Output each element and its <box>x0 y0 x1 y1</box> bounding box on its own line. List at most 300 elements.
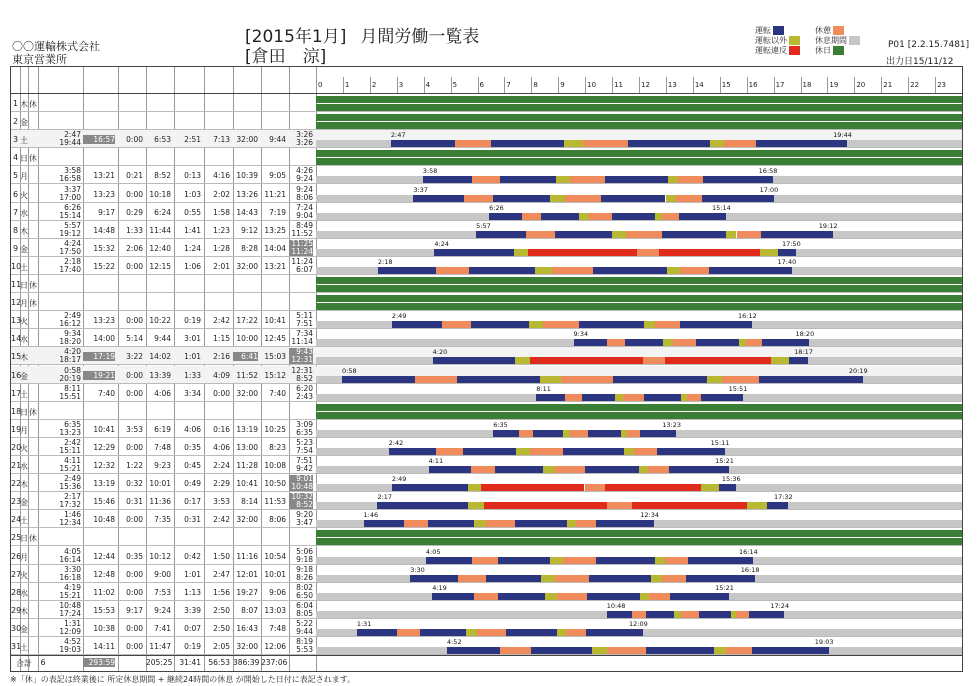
day-row <box>11 329 962 347</box>
timeline-bar <box>515 357 530 364</box>
binding-time: 9:17 <box>98 207 115 217</box>
overlap-time: 9:17 <box>126 605 143 615</box>
end-label: 19:03 <box>814 638 834 646</box>
day-number: 30 <box>11 623 22 633</box>
timeline-bar <box>442 321 471 328</box>
day-number: 22 <box>11 479 22 489</box>
labor-time: 9:44 <box>269 135 286 145</box>
break-time: 7:13 <box>213 135 230 145</box>
day-row <box>11 112 962 130</box>
day-row <box>11 185 962 203</box>
total-driving: 205:25 <box>146 658 173 668</box>
day-number: 9 <box>12 243 19 253</box>
timeline-bar <box>729 466 962 473</box>
timeline-bar <box>533 430 562 437</box>
timeline-bar <box>710 140 724 147</box>
day-row <box>11 402 962 420</box>
two-day-average: 5:11 7:51 <box>296 311 313 329</box>
timeline-bar <box>535 267 552 274</box>
timeline-bar <box>316 394 536 401</box>
start-label: 4:05 <box>425 547 441 556</box>
day-row <box>11 347 962 365</box>
overlap-time: 1:33 <box>126 225 143 235</box>
break-time: 1:56 <box>213 587 230 597</box>
timeline-bar <box>670 593 729 600</box>
day-row <box>11 203 962 221</box>
other-time: 1:01 <box>184 569 201 579</box>
timeline-bar <box>364 520 405 527</box>
weekday: 火 <box>20 317 28 327</box>
labor-time: 10:50 <box>264 479 286 489</box>
driving-time: 7:41 <box>154 623 171 633</box>
rest-time: 6:41 <box>233 352 258 361</box>
timeline-bar <box>628 140 710 147</box>
timeline-bar <box>663 339 672 346</box>
weekday: 木 <box>20 606 28 616</box>
start-end-time: 2:42 15:11 <box>59 437 81 455</box>
other-time: 1:24 <box>184 243 201 253</box>
timeline-bar <box>498 557 550 564</box>
break-time: 2:50 <box>213 623 230 633</box>
binding-time: 11:02 <box>93 587 115 597</box>
timeline-bar <box>752 647 828 654</box>
day-row <box>11 456 962 474</box>
end-label: 17:00 <box>759 185 779 194</box>
timeline-bar <box>662 575 686 582</box>
report-name: 月間労働一覧表 <box>360 27 480 47</box>
other-time: 3:39 <box>184 605 201 615</box>
timeline-bar <box>316 448 389 455</box>
binding-time: 14:48 <box>93 225 115 235</box>
timeline-bar <box>316 96 962 103</box>
driving-time: 6:19 <box>154 424 171 434</box>
driving-time: 9:44 <box>154 334 171 344</box>
end-label: 19:12 <box>818 221 838 230</box>
two-day-average: 7:51 9:42 <box>296 456 313 473</box>
company-block <box>12 40 100 66</box>
offday-mark: 休 <box>29 299 37 309</box>
timeline-bar <box>515 520 567 527</box>
timeline-bar <box>596 557 655 564</box>
timeline-bar <box>410 575 458 582</box>
timeline-bar <box>530 448 564 455</box>
two-day-average: 11:24 6:07 <box>291 256 313 274</box>
timeline-bar <box>463 448 517 455</box>
driving-time: 8:52 <box>154 171 171 181</box>
hour-label: 11 <box>614 81 623 89</box>
timeline-bar <box>566 629 586 636</box>
overlap-time: 0:32 <box>126 479 143 489</box>
day-row <box>11 166 962 184</box>
two-day-average: 9:18 8:26 <box>296 564 313 582</box>
legend-label: 運転違反 <box>755 46 787 55</box>
break-time: 0:00 <box>213 388 230 398</box>
hour-label: 22 <box>910 81 920 89</box>
timeline-bar <box>543 466 555 473</box>
legend-swatch <box>849 36 860 45</box>
start-label: 2:18 <box>377 257 393 266</box>
hour-divider <box>558 77 559 93</box>
totals-label: 合計 <box>16 659 32 669</box>
two-day-average: 9:24 8:06 <box>296 184 313 202</box>
break-time: 1:58 <box>213 207 230 217</box>
start-label: 2:49 <box>391 312 407 321</box>
break-time: 2:42 <box>213 316 230 326</box>
binding-time: 15:46 <box>93 497 115 507</box>
day-row <box>11 257 962 275</box>
end-label: 17:40 <box>777 257 797 266</box>
rest-time: 13:00 <box>236 442 258 452</box>
end-label: 16:12 <box>738 312 757 321</box>
timeline-bar <box>607 611 632 618</box>
timeline-bar <box>743 394 962 401</box>
office-name: 東京営業所 <box>12 53 67 66</box>
day-row <box>11 148 962 166</box>
timeline-bar <box>678 176 702 183</box>
timeline-bar <box>489 213 522 220</box>
driving-time: 7:48 <box>154 442 171 452</box>
offday-mark: 休 <box>29 154 37 164</box>
legend-label: 運転 <box>755 26 771 35</box>
day-number: 17 <box>11 388 22 398</box>
timeline-bar <box>541 575 555 582</box>
binding-time: 10:48 <box>93 515 115 525</box>
driving-time: 11:36 <box>149 497 171 507</box>
timeline-bar <box>755 575 962 582</box>
driving-time: 11:47 <box>149 642 171 651</box>
timeline-bar <box>707 376 723 383</box>
start-label: 0:58 <box>342 366 357 375</box>
day-row <box>11 601 962 619</box>
timeline-bar <box>702 195 774 202</box>
timeline-bar <box>726 231 737 238</box>
timeline-bar <box>668 176 678 183</box>
timeline-bar <box>541 213 579 220</box>
two-day-average: 7:34 11:14 <box>291 329 313 347</box>
timeline-bar <box>529 321 543 328</box>
legend-label: 休息期間 <box>815 36 847 45</box>
timeline-bar <box>673 339 697 346</box>
labor-time: 13:03 <box>264 605 286 615</box>
timeline-bar <box>637 249 659 256</box>
timeline-bar <box>681 611 699 618</box>
other-time: 4:06 <box>184 424 201 434</box>
timeline-bar <box>433 357 516 364</box>
rest-time: 10:41 <box>236 479 258 489</box>
labor-time: 7:40 <box>269 388 286 398</box>
day-number: 12 <box>11 298 22 308</box>
timeline-bar <box>316 538 962 545</box>
timeline-bar <box>726 213 962 220</box>
timeline-bar <box>579 213 588 220</box>
start-end-time: 4:05 16:14 <box>59 546 81 564</box>
other-time: 1:01 <box>184 352 201 362</box>
break-time: 2:24 <box>213 461 230 470</box>
timeline-bar <box>646 647 715 654</box>
start-end-time: 2:49 16:12 <box>59 311 81 329</box>
labor-time: 14:04 <box>264 243 286 253</box>
hour-label: 8 <box>533 81 538 89</box>
weekday: 月 <box>20 172 28 182</box>
timeline-bar <box>605 176 668 183</box>
break-time: 2:50 <box>213 605 230 615</box>
legend-item <box>755 36 800 46</box>
timeline-bar <box>724 140 756 147</box>
start-end-time: 3:30 16:18 <box>59 564 81 582</box>
total-break: 56:53 <box>208 658 230 668</box>
hour-label: 6 <box>479 81 484 89</box>
timeline-bar <box>774 195 962 202</box>
rest-time: 16:43 <box>236 623 258 633</box>
start-label: 5:57 <box>476 221 491 230</box>
timeline-bar <box>316 213 489 220</box>
timeline-bar <box>316 339 574 346</box>
end-label: 16:58 <box>758 167 778 176</box>
total-other: 31:41 <box>179 658 201 668</box>
day-number: 5 <box>12 171 19 181</box>
timeline-bar <box>432 593 474 600</box>
end-label: 15:21 <box>715 457 734 465</box>
timeline-bar <box>540 376 561 383</box>
weekday: 金 <box>20 118 28 128</box>
rest-time: 8:07 <box>241 605 258 615</box>
driving-time: 10:01 <box>149 479 171 489</box>
two-day-average: 10:32 8:52 <box>289 493 313 509</box>
timeline-bar <box>709 267 792 274</box>
labor-time: 10:54 <box>264 551 286 561</box>
day-number: 14 <box>11 334 22 344</box>
other-time: 0:19 <box>184 316 201 326</box>
driving-time: 9:23 <box>154 461 171 470</box>
labor-time: 15:03 <box>264 352 286 362</box>
day-number: 31 <box>11 642 22 651</box>
day-row <box>11 311 962 329</box>
timeline-bar <box>701 484 718 491</box>
end-label: 15:21 <box>715 583 734 592</box>
end-label: 19:44 <box>833 131 852 140</box>
day-number: 7 <box>12 207 19 217</box>
timeline-bar <box>596 520 654 527</box>
timeline-bar <box>457 376 540 383</box>
timeline-bar <box>555 575 589 582</box>
hour-label: 3 <box>398 81 404 89</box>
day-row <box>11 492 962 510</box>
binding-time: 15:32 <box>93 243 115 253</box>
overlap-time: 0:00 <box>126 442 143 452</box>
day-number: 4 <box>12 153 19 163</box>
hour-divider <box>774 77 775 93</box>
start-label: 2:42 <box>388 438 404 447</box>
break-time: 2:42 <box>213 515 230 525</box>
timeline-bar <box>662 213 679 220</box>
legend-label: 休日 <box>815 46 831 55</box>
hour-divider <box>935 77 936 93</box>
weekday: 土 <box>20 389 28 399</box>
timeline-bar <box>761 231 832 238</box>
two-day-average: 5:23 7:54 <box>296 437 313 455</box>
binding-time: 15:53 <box>93 605 115 615</box>
timeline-bar <box>736 484 962 491</box>
timeline-bar <box>471 321 529 328</box>
total-binding: 293:59 <box>83 658 115 667</box>
timeline-bar <box>623 394 644 401</box>
break-time: 0:16 <box>213 424 230 434</box>
overlap-time: 0:00 <box>126 261 143 271</box>
timeline-bar <box>486 575 541 582</box>
day-row <box>11 221 962 239</box>
rest-time: 32:00 <box>236 261 258 271</box>
timeline-bar <box>570 176 605 183</box>
day-row <box>11 275 962 293</box>
end-label: 17:32 <box>773 493 793 502</box>
timeline-bar <box>458 575 486 582</box>
timeline-bar <box>752 321 962 328</box>
timeline-bar <box>455 140 491 147</box>
end-label: 16:14 <box>738 547 758 556</box>
overlap-time: 0:00 <box>126 135 143 145</box>
timeline-bar <box>543 321 579 328</box>
timeline-bar <box>391 140 455 147</box>
legend-item <box>815 26 844 36</box>
other-time: 2:51 <box>184 135 201 145</box>
binding-time: 15:22 <box>93 261 115 271</box>
timeline-bar <box>316 150 962 157</box>
timeline-bar <box>466 629 477 636</box>
rest-time: 11:52 <box>236 370 258 380</box>
weekday: 水 <box>20 462 28 471</box>
labor-time: 11:53 <box>264 497 286 507</box>
timeline-bar <box>686 575 755 582</box>
end-label: 15:14 <box>712 203 731 212</box>
binding-time: 16:57 <box>83 135 115 144</box>
timeline-bar <box>495 466 543 473</box>
overlap-time: 0:00 <box>126 642 143 651</box>
start-end-time: 2:49 15:36 <box>59 474 81 492</box>
timeline-bar <box>746 339 763 346</box>
binding-time: 7:40 <box>98 388 115 398</box>
weekday: 金 <box>20 371 28 381</box>
offday-mark: 休 <box>29 100 37 109</box>
hour-divider <box>666 77 667 93</box>
timeline-bar <box>725 448 962 455</box>
other-time: 0:17 <box>184 497 201 507</box>
driving-time: 10:12 <box>149 551 171 561</box>
overlap-time: 0:00 <box>126 388 143 398</box>
hour-divider <box>881 77 882 93</box>
day-row <box>11 583 962 601</box>
day-row <box>11 293 962 311</box>
binding-time: 14:00 <box>93 334 115 344</box>
break-time: 1:15 <box>213 334 230 344</box>
hour-label: 21 <box>883 81 893 89</box>
binding-time: 10:41 <box>93 424 115 434</box>
binding-time: 13:19 <box>93 479 115 489</box>
total-rest: 386:39 <box>233 658 260 668</box>
labor-time: 10:25 <box>264 424 286 434</box>
end-label: 12:34 <box>640 511 659 520</box>
company-name: 〇〇運輸株式会社 <box>12 40 100 53</box>
end-label: 16:18 <box>740 565 760 574</box>
timeline-bar <box>863 376 962 383</box>
other-time: 0:49 <box>184 479 201 489</box>
overlap-time: 5:14 <box>126 334 143 344</box>
total-labor: 237:06 <box>261 658 288 668</box>
timeline-bar <box>722 376 758 383</box>
driving-time: 6:24 <box>154 207 171 217</box>
driving-time: 12:15 <box>149 261 171 271</box>
timeline-bar <box>756 140 847 147</box>
hour-divider <box>639 77 640 93</box>
two-day-average: 11:25 11:24 <box>289 240 313 256</box>
rest-time: 8:28 <box>241 243 258 253</box>
timeline-bar <box>316 530 962 537</box>
weekday: 日 <box>20 534 28 544</box>
day-row <box>11 384 962 402</box>
timeline-bar <box>468 502 484 509</box>
timeline-bar <box>676 195 701 202</box>
timeline-bar <box>585 484 606 491</box>
timeline-bar <box>469 267 535 274</box>
break-time: 1:23 <box>213 225 230 235</box>
timeline-bar <box>583 140 629 147</box>
day-number: 13 <box>11 316 22 326</box>
day-number: 24 <box>11 515 22 525</box>
hour-label: 12 <box>641 81 650 89</box>
timeline-bar <box>413 195 463 202</box>
other-time: 1:13 <box>184 587 201 597</box>
timeline-bar <box>579 321 644 328</box>
labor-time: 15:12 <box>264 370 286 380</box>
overlap-time: 0:00 <box>126 623 143 633</box>
legend-swatch <box>833 46 844 55</box>
labor-time: 10:08 <box>264 461 286 470</box>
timeline-bar <box>404 520 427 527</box>
timeline-bar <box>753 557 962 564</box>
timeline-bar <box>696 339 738 346</box>
hour-label: 17 <box>775 81 785 89</box>
binding-time: 13:21 <box>93 171 115 181</box>
labor-time: 10:01 <box>264 569 286 579</box>
footer-note: ※「休」の表記は終業後に 所定休息期間 + 継続24時間の休息 が開始した日付に表記されます。 <box>10 675 356 684</box>
two-day-average: 12:31 8:52 <box>291 365 313 383</box>
legend-label: 休憩 <box>815 26 831 35</box>
timeline-bar <box>557 629 566 636</box>
break-time: 1:50 <box>213 551 230 561</box>
timeline-bar <box>662 231 726 238</box>
report-month: [2015年1月] <box>245 27 347 47</box>
timeline-bar <box>316 231 476 238</box>
timeline-bar <box>316 466 429 473</box>
labor-time: 10:41 <box>264 316 286 326</box>
timeline-bar <box>316 176 423 183</box>
timeline-bar <box>615 394 623 401</box>
day-row <box>11 619 962 637</box>
day-row <box>11 528 962 546</box>
other-time: 1:03 <box>184 189 201 199</box>
report-code: P01 [2.2.15.7481] <box>888 40 970 50</box>
driving-time: 10:18 <box>149 189 171 199</box>
two-day-average: 4:26 9:24 <box>296 166 313 184</box>
timeline-bar <box>500 647 531 654</box>
overlap-time: 0:21 <box>126 171 143 181</box>
break-time: 2:01 <box>213 261 230 271</box>
timeline-bar <box>471 466 495 473</box>
timeline-bar <box>514 249 528 256</box>
hour-label: 14 <box>694 81 704 89</box>
break-time: 3:53 <box>213 497 230 507</box>
timeline-bar <box>531 647 592 654</box>
timeline-bar <box>316 285 962 292</box>
